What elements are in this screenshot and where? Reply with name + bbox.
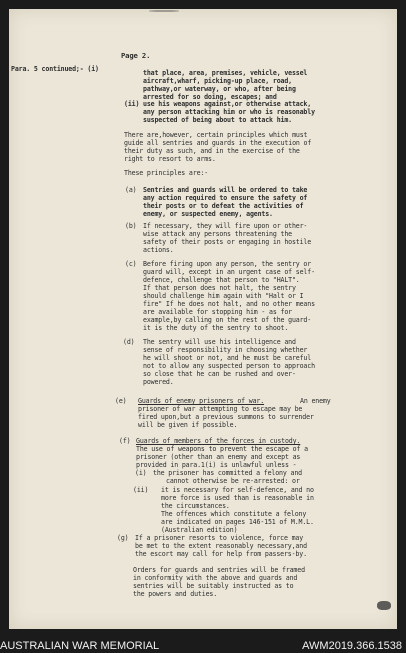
ink-smudge	[149, 10, 179, 12]
item-e-first-rest: An enemy	[300, 397, 331, 405]
item-a-line: any action required to ensure the safety of	[143, 194, 308, 202]
item-b-line: safety of their posts or engaging in hostile	[143, 238, 312, 246]
item-c-line: guard will, except in an urgent case of self-	[143, 268, 315, 276]
item-b-line: wise attack any persons threatening the	[143, 230, 292, 238]
footer-accession-number: AWM2019.366.1538	[302, 640, 402, 652]
item-g-label: (g)	[117, 534, 129, 542]
item-f-ii-line: are indicated on pages 146-151 of M.M.L.	[161, 518, 314, 526]
item-c-line: fire" If he does not halt, and no other means	[143, 300, 315, 308]
item-f-ii-line: it is necessary for self-defence, and no	[161, 486, 314, 494]
item-c-label: (c)	[125, 260, 137, 268]
item-e-label: (e)	[115, 397, 127, 405]
item-f-ii-label: (ii)	[133, 486, 149, 494]
item-d-label: (d)	[123, 338, 135, 346]
item-f-label: (f)	[119, 437, 131, 445]
ink-smudge	[377, 601, 391, 610]
item-d-line: he will shoot or not, and he must be careful	[143, 354, 312, 362]
item-ii-line: any person attacking him or who is reasonably	[143, 108, 315, 116]
item-a-line: Sentries and guards will be ordered to take	[143, 186, 308, 194]
item-c-line: Before firing upon any person, the sentry or	[143, 260, 312, 268]
footer-institution: AUSTRALIAN WAR MEMORIAL	[0, 640, 160, 652]
item-e-heading: Guards of enemy prisoners of war.	[138, 397, 265, 405]
item-f-i-line: the prisoner has committed a felony and	[153, 469, 302, 477]
item-b-label: (b)	[125, 222, 137, 230]
page-header: Page 2.	[121, 51, 151, 60]
item-c-line: If that person does not halt, the sentry	[143, 284, 296, 292]
item-c-line: example,by calling on the rest of the guard-	[143, 316, 312, 324]
item-a-label: (a)	[125, 186, 137, 194]
item-c-line: it is the duty of the sentry to shoot.	[143, 324, 289, 332]
item-c-line: defence, challenge that person to "HALT".	[143, 276, 300, 284]
intro-line: their duty as such, and in the exercise of the	[124, 147, 300, 155]
item-ii-label: (ii)	[124, 100, 140, 108]
archive-footer	[0, 631, 406, 653]
item-g-line: the escort may call for help from passers-by.	[135, 550, 307, 558]
item-e-line: will be given if possible.	[138, 421, 238, 429]
item-g-line: If a prisoner resorts to violence, force may	[135, 534, 304, 542]
item-i-line: pathway,or waterway, or who, after being	[143, 85, 296, 93]
item-i-line: that place, area, premises, vehicle, vessel	[143, 69, 308, 77]
item-f-ii-line: more force is used than is reasonable in	[161, 494, 314, 502]
item-a-line: their posts or to defeat the activities of	[143, 202, 304, 210]
item-b-line: actions.	[143, 246, 174, 254]
item-f-ii-line: The offences which constitute a felony	[161, 510, 307, 518]
item-f-line: prisoner (other than an enemy and except as	[136, 453, 301, 461]
item-f-ii-line: the circumstances.	[161, 502, 230, 510]
item-f-heading: Guards of members of the forces in custody.	[136, 437, 301, 445]
item-ii-line: use his weapons against,or otherwise attack,	[143, 100, 312, 108]
item-f-line: The use of weapons to prevent the escape of a	[136, 445, 308, 453]
item-d-line: sense of responsibility in choosing whether	[143, 346, 308, 354]
item-d-line: so close that he can be rushed and over-	[143, 370, 296, 378]
item-e-line: prisoner of war attempting to escape may be	[138, 405, 303, 413]
closing-line: Orders for guards and sentries will be framed	[133, 566, 305, 574]
item-a-line: enemy, or suspected enemy, agents.	[143, 210, 273, 218]
item-d-line: powered.	[143, 378, 174, 386]
item-f-i-line: cannot otherwise be re-arrested: or	[166, 477, 300, 485]
document-page	[9, 9, 397, 629]
item-f-i-label: (i)	[135, 469, 147, 477]
item-d-line: The sentry will use his intelligence and	[143, 338, 296, 346]
item-d-line: not to allow any suspected person to approach	[143, 362, 315, 370]
item-f-ii-line: (Australian edition)	[161, 526, 238, 534]
closing-line: in conformity with the above and guards and	[133, 574, 298, 582]
closing-line: sentries will be suitably instructed as to	[133, 582, 294, 590]
intro-line: There are,however, certain principles which must	[124, 131, 308, 139]
para-label: Para. 5 continued;- (i)	[11, 65, 99, 73]
intro-line: right to resort to arms.	[124, 155, 216, 163]
item-e-line: fired upon,but a previous summons to surrender	[138, 413, 314, 421]
item-b-line: If necessary, they will fire upon or other-	[143, 222, 308, 230]
intro-line: guide all sentries and guards in the execution of	[124, 139, 312, 147]
item-ii-line: suspected of being about to attack him.	[143, 116, 292, 124]
principles-heading: These principles are:-	[124, 169, 209, 177]
item-i-line: arrested for so doing, escapes; and	[143, 93, 277, 101]
item-g-line: be met to the extent reasonably necessary,and	[135, 542, 307, 550]
item-c-line: should challenge him again with "Halt or I	[143, 292, 304, 300]
item-i-line: aircraft,wharf, picking-up place, road,	[143, 77, 292, 85]
item-c-line: are available for stopping him - as for	[143, 308, 292, 316]
item-f-line: provided in para.1(i) is unlawful unless -	[136, 461, 297, 469]
closing-line: the powers and duties.	[133, 590, 218, 598]
